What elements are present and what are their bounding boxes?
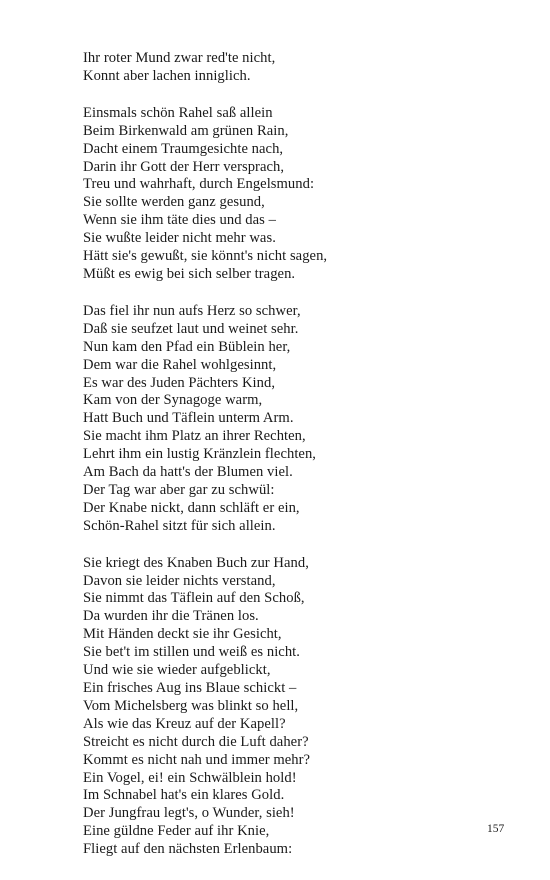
verse-line: Nun kam den Pfad ein Büblein her, bbox=[83, 338, 291, 355]
stanza bbox=[83, 303, 523, 536]
verse-line: Konnt aber lachen inniglich. bbox=[83, 67, 251, 84]
verse-line: Da wurden ihr die Tränen los. bbox=[83, 608, 259, 625]
verse-line: Sie macht ihm Platz an ihrer Rechten, bbox=[83, 428, 306, 445]
verse-line: Sie kriegt des Knaben Buch zur Hand, bbox=[83, 554, 309, 571]
stanza bbox=[83, 555, 523, 859]
verse-line: Ihr roter Mund zwar red'te nicht, bbox=[83, 50, 276, 66]
verse-line: Lehrt ihm ein lustig Kränzlein flechten, bbox=[83, 446, 316, 463]
verse-line: Sie bet't im stillen und weiß es nicht. bbox=[83, 644, 300, 661]
verse-line: Kommt es nicht nah und immer mehr? bbox=[83, 751, 311, 768]
verse-line: Sie wußte leider nicht mehr was. bbox=[83, 230, 276, 247]
verse-line: Dem war die Rahel wohlgesinnt, bbox=[83, 356, 277, 373]
verse-line: Und wie sie wieder aufgeblickt, bbox=[83, 662, 271, 679]
verse-line: Eine güldne Feder auf ihr Knie, bbox=[83, 823, 270, 840]
verse-line: Sie nimmt das Täflein auf den Schoß, bbox=[83, 590, 305, 607]
verse-line: Davon sie leider nichts verstand, bbox=[83, 572, 276, 589]
verse-line: Der Tag war aber gar zu schwül: bbox=[83, 481, 275, 498]
verse-line: Der Jungfrau legt's, o Wunder, sieh! bbox=[83, 805, 295, 822]
verse-line: Einsmals schön Rahel saß allein bbox=[83, 104, 273, 121]
verse-line: Es war des Juden Pächters Kind, bbox=[83, 374, 276, 391]
verse-line: Hatt Buch und Täflein unterm Arm. bbox=[83, 410, 294, 427]
verse-line: Schön-Rahel sitzt für sich allein. bbox=[83, 517, 276, 534]
verse-line: Wenn sie ihm täte dies und das – bbox=[83, 212, 276, 229]
verse-line: Hätt sie's gewußt, sie könnt's nicht sagen, bbox=[83, 248, 328, 265]
page-number: 157 bbox=[487, 823, 505, 835]
verse-line: Darin ihr Gott der Herr versprach, bbox=[83, 158, 285, 175]
verse-line: Treu und wahrhaft, durch Engelsmund: bbox=[83, 176, 315, 193]
stanza bbox=[83, 50, 523, 86]
verse-line: Im Schnabel hat's ein klares Gold. bbox=[83, 787, 285, 804]
verse-line: Sie sollte werden ganz gesund, bbox=[83, 194, 265, 211]
verse-line: Vom Michelsberg was blinkt so hell, bbox=[83, 697, 299, 714]
verse-line: Das fiel ihr nun aufs Herz so schwer, bbox=[83, 302, 301, 319]
verse-line: Daß sie seufzet laut und weinet sehr. bbox=[83, 320, 299, 337]
verse-line: Dacht einem Traumgesichte nach, bbox=[83, 140, 284, 157]
stanza bbox=[83, 105, 523, 284]
verse-line: Ein frisches Aug ins Blaue schickt – bbox=[83, 680, 297, 696]
verse-line: Kam von der Synagoge warm, bbox=[83, 392, 263, 409]
verse-line: Mit Händen deckt sie ihr Gesicht, bbox=[83, 626, 282, 643]
verse-line: Der Knabe nickt, dann schläft er ein, bbox=[83, 499, 300, 516]
verse-line: Müßt es ewig bei sich selber tragen. bbox=[83, 265, 296, 282]
poem-text bbox=[83, 50, 523, 878]
verse-line: Fliegt auf den nächsten Erlenbaum: bbox=[83, 841, 293, 858]
verse-line: Als wie das Kreuz auf der Kapell? bbox=[83, 715, 286, 732]
verse-line: Am Bach da hatt's der Blumen viel. bbox=[83, 464, 293, 481]
verse-line: Streicht es nicht durch die Luft daher? bbox=[83, 733, 309, 750]
verse-line: Ein Vogel, ei! ein Schwälblein hold! bbox=[83, 769, 297, 786]
verse-line: Beim Birkenwald am grünen Rain, bbox=[83, 122, 289, 139]
